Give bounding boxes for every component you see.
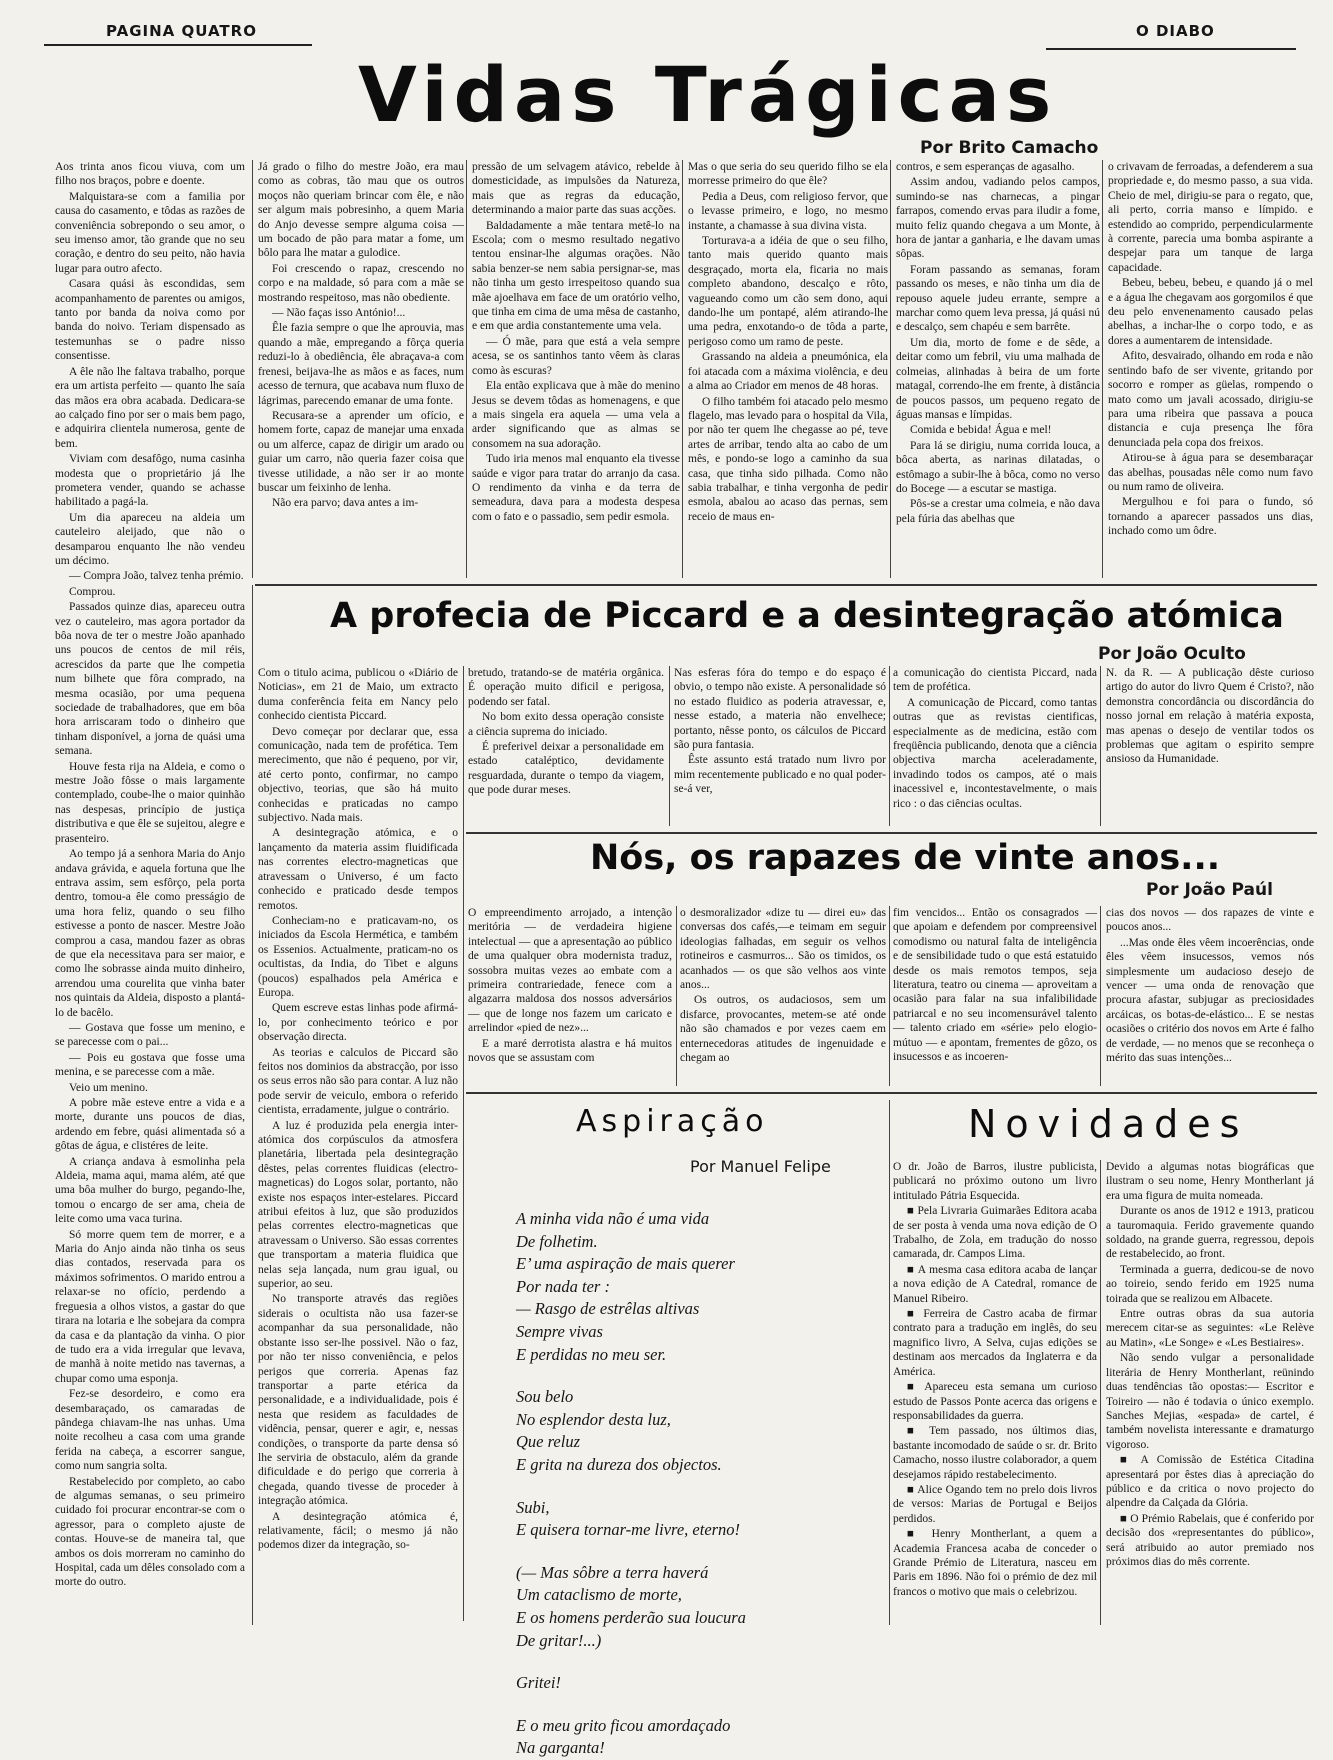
poem-line: No esplendor desta luz,: [516, 1409, 671, 1429]
column-divider: [889, 1100, 890, 1625]
paragraph: Houve festa rija na Aldeia, e como o mestre João fôsse o mais largamente contemplado, coube-lhe o maior quinhão nas despesas, princípio de justiça distributiva e que êle se sujeitou, alegre e prasenteiro.: [55, 760, 245, 845]
paragraph: — Ó mãe, para que está a vela sempre acesa, se os santinhos tanto vêem às claras como às escuras?: [472, 335, 680, 377]
poem-stanza: [516, 1208, 846, 1366]
page-number-header: PAGINA QUATRO: [106, 22, 257, 40]
paragraph: — Gostava que fosse um menino, e se parecesse com o pai...: [55, 1021, 245, 1049]
paragraph: ■ Alice Ogando tem no prelo dois livros de versos: Marias de Portugal e Beijos perdidos.: [893, 1483, 1097, 1525]
paragraph: ...Mas onde êles vêem incoerências, onde êles vêem insucessos, vemos nós simplesmente um audacioso desejo de vencer — uma onda de renovação que procura afastar, subjugar as preciosidades arcáicas, os botas-de-elástico... E se nestas ocasiões o critério dos novos em Arte é falho de verdade, — no menos que se reconheça o mérito das suas intenções...: [1106, 936, 1314, 1065]
paragraph: Só morre quem tem de morrer, e a Maria do Anjo ainda não tinha os seus dias contados, reservada para os máximos sofrimentos. O marido entrou a relaxar-se no ofício, perdendo a freguesia a olhos vistos, a gastar do que tirara na lotaria e lhe sobejara da compra da casa e da plantação da vinha. O pior de tudo era a vida irregular que levava, de manhã à noite metido nas tavernas, a chupar como uma esponja.: [55, 1228, 245, 1385]
paragraph: ■ Pela Livraria Guimarães Editora acaba de ser posta à venda uma nova edição de O Trabalho, de Zola, em tradução do nosso camarada, dr. Campos Lima.: [893, 1205, 1097, 1261]
paragraph: Fez-se desordeiro, e como era desembaraçado, os camaradas de pândega chiavam-lhe nas unhas. Uma noite recolheu a casa com uma grande ferida na cabeça, a escorrer sangue, como num sangria solta.: [55, 1388, 245, 1473]
paragraph: Comida e bebida! Água e mel!: [910, 424, 1052, 437]
paragraph: Aos trinta anos ficou viuva, com um filho nos braços, pobre e doente.: [55, 161, 245, 188]
paragraph: Restabelecido por completo, ao cabo de algumas semanas, o seu primeiro cuidado foi procurar encontrar-se com o agressor, para o completo ajuste de contas. Houve-se de maneira tal, que ambos os dois morreram no caminho do Hospital, cada um dêles consolado com a morte do outro.: [55, 1475, 246, 1589]
paragraph: No transporte através das regiões siderais o ocultista não usa fazer-se acompanhar da sua personalidade, não obstante isso ser-lhe possivel. Não o faz, por não ter nisso conveniência, e pelos perigos que correria. Apenas faz transportar a parte etérica da personalidade, e a individualidade, pois é nesta que residem as faculdades de vidência, pensar, querer e agir, e, nessas condições, o transporte da parte densa só lhe serviria de obstaculo, além da grande dificuldade e do perigo que correria à chegada, quando tivesse de proceder à integração atómica.: [258, 1293, 458, 1508]
poem-stanza: [516, 1386, 846, 1476]
paragraph: Devido a algumas notas biográficas que ilustram o seu nome, Henry Montherlant já era uma figura de muita nomeada.: [1106, 1161, 1314, 1202]
paragraph: É preferivel deixar a personalidade em estado cataléptico, devidamente resguardada, durante o tempo da viagem, que pode durar meses.: [468, 741, 664, 797]
paragraph: Já grado o filho do mestre João, era mau como as cobras, tão mau que os outros moços não queriam brincar com êle, e não ser algum mais pobresinho, a quem Maria do Anjo devesse sempre alguma coisa — um bocado de pão para matar a fome, um bôlo para lhe matar a gulodice.: [258, 161, 464, 260]
profecia-column-3: [674, 666, 886, 826]
paragraph: Ela então explicava que à mãe do menino Jesus se devem tôdas as homenagens, e que a mais singela era aquela — uma vela a arder significando que as almas se consomem na sua adoração.: [472, 380, 680, 450]
paragraph: Comprou.: [69, 585, 116, 598]
poem-line: E quisera tornar-me livre, eterno!: [516, 1520, 741, 1540]
header-rule-left: [44, 44, 312, 46]
paragraph: No bom exito dessa operação consiste a ciência suprema do iniciado.: [468, 711, 664, 738]
paragraph: Ao tempo já a senhora Maria do Anjo andava grávida, e aquela fortuna que lhe entrava assim, sem esfôrço, pela porta dentro, tomou-a êle como presságio de uma hora feliz, quando o seu filho estivesse a ponto de nascer. Mestre João comprou a casa, mandou fazer as obras de que ela necessitava para ser maior, e como lhe sobrasse ainda muito dinheiro, arrendou uma courelita que vinha bater nos quintais da Aldeia, disposto a plantá-lo de bacêlo.: [55, 848, 245, 1019]
rapazes-column-1: [468, 906, 672, 1086]
paragraph: Tudo iria menos mal enquanto ela tivesse saúde e vigor para tratar do arranjo da casa. O rendimento da vinha e da terra de semeadura, dava para a modesta despesa com o fato e o passadio, sem pedir esmola.: [472, 453, 680, 523]
poem-line: E grita na dureza dos objectos.: [516, 1454, 722, 1474]
novidades-column-2: [1106, 1160, 1314, 1630]
paragraph: o desmoralizador «dize tu — direi eu» das conversas dos cafés,—e teimam em seguir ideologias falhadas, em seguir os velhos rotineiros e casmurros... São os timidos, os acanhados — os que são velhos aos vinte anos...: [680, 907, 886, 992]
paragraph: O dr. João de Barros, ilustre publicista, publicará no próximo outono um livro intitulado Pátria Esquecida.: [893, 1161, 1097, 1202]
paragraph: cias dos novos — dos rapazes de vinte e poucos anos...: [1106, 907, 1314, 934]
rapazes-column-4: [1106, 906, 1314, 1086]
paragraph: Mergulhou e foi para o fundo, só tornando a aparecer passados uns dias, inchado como um ôdre.: [1108, 496, 1313, 538]
poem-line: Subi,: [516, 1497, 550, 1517]
paragraph: Um dia, morto de fome e de sêde, a deitar como um febril, viu uma malhada de colmeias, alinhadas à beira de um forte matagal, correndo-lhe em frente, à distância de poucos passos, um pequeno regato de águas mansas e límpidas.: [896, 336, 1100, 421]
newspaper-name-header: O DIABO: [1136, 22, 1215, 40]
paragraph: Malquistara-se com a familia por causa do casamento, e tôdas as razões de conveniência sobrepondo o seu amor, o seu imenso amor, tão grande que no seu coração, e dentro do seu peito, não havia lugar para outro afecto.: [55, 190, 245, 275]
left-column-divider: [252, 585, 253, 1625]
rapazes-column-3: [893, 906, 1097, 1086]
novidades-column-1: [893, 1160, 1097, 1630]
header-rule-right: [1046, 48, 1296, 50]
paragraph: Baldadamente a mãe tentara metê-lo na Escola; com o mesmo resultado negativo tentou ensinar-lhe algumas orações. Não sabia benzer-se nem sabia persignar-se, mas não tinha um gesto irrespeitoso quando sua mãe ajoelhava em face de um oratório velho, que tinha em cima de uma mêsa de castanho, e em que ardia constantemente uma vela.: [472, 219, 680, 333]
paragraph: A comunicação de Piccard, como tantas outras que as revistas cientificas, especialmente as de medicina, estão com freqüência publicando, denota que a ciência objectiva marcha aceleradamente, invadindo todos os campos, até o mais inacessivel e, incontestavelmente, o mais rico : o das ciências ocultas.: [893, 696, 1097, 810]
poem-line: E perdidas no meu ser.: [516, 1344, 667, 1364]
column-divider: [889, 906, 890, 1086]
poem-stanza: [516, 1562, 846, 1652]
poem-line: Um cataclismo de morte,: [516, 1585, 682, 1605]
vidas-column-6: [1108, 160, 1313, 580]
vidas-column-3: [472, 160, 680, 580]
paragraph: Bebeu, bebeu, bebeu, e quando já o mel e a água lhe chegavam aos gorgomilos é que deu pelo envenenamento causado pelas abelhas, a inchar-lhe o corpo todo, e as dores a aumentarem de intensidade.: [1108, 277, 1313, 347]
paragraph: Pedia a Deus, com religioso fervor, que o levasse primeiro, e logo, no mesmo instante, a chamasse à sua divina vista.: [688, 190, 888, 232]
column-divider: [1100, 1160, 1101, 1625]
paragraph: a comunicação do cientista Piccard, nada tem de profética.: [893, 667, 1097, 694]
rapazes-byline: Por João Paúl: [1146, 880, 1273, 900]
poem-line: Gritei!: [516, 1673, 561, 1693]
paragraph: pressão de um selvagem atávico, rebelde à domesticidade, as impulsões da Natureza, mais que as regras da educação, determinando a maior parte das suas acções.: [472, 161, 680, 217]
vidas-column-4: [688, 160, 888, 580]
aspiracao-byline: Por Manuel Felipe: [690, 1157, 831, 1176]
column-divider: [669, 666, 670, 826]
paragraph: contros, e sem esperanças de agasalho.: [896, 161, 1075, 173]
poem-stanza: [516, 1497, 846, 1542]
paragraph: Um dia apareceu na aldeia um cauteleiro aleijado, que não o desamparou enquanto lhe não vendeu um décimo.: [55, 511, 245, 567]
poem-line: E os homens perderão sua loucura: [516, 1607, 746, 1627]
poem-stanza: [516, 1715, 846, 1760]
poem-line: Por nada ter :: [516, 1276, 610, 1296]
paragraph: Devo começar por declarar que, essa comunicação, nada tem de profética. Tem merecimento, que não é pequeno, por vir, até certo ponto, confirmar, no campo objectivo, teorias, que são há muito conhecidas e praticadas no campo subjectivo. Nada mais.: [258, 725, 458, 825]
paragraph: Atirou-se à água para se desembaraçar das abelhas, pousadas nêle como num favo ou num ramo de oliveira.: [1108, 452, 1313, 493]
column-divider: [676, 906, 677, 1086]
paragraph: Quem escreve estas linhas pode afirmá-lo, por conhecimento teórico e por observação directa.: [258, 1002, 458, 1044]
paragraph: Passados quinze dias, apareceu outra vez o cauteleiro, mas agora portador da bôa nova de ter o mestre João apanhado uns poucos de centos de mil réis, acrescidos da parte que lhe competia num bilhete que fôra comprado, na mesma ocasião, por uma pequena sociedade de trabalhadores, que em bôa hora arriscaram todo o dinheiro que tinham disponível, a jorna de quási uma semana.: [55, 601, 245, 758]
profecia-editor-note: [1106, 666, 1314, 826]
paragraph: Não era parvo; dava antes a im-: [272, 497, 419, 510]
vidas-tragicas-byline: Por Brito Camacho: [920, 138, 1099, 158]
paragraph: ■ Tem passado, nos últimos dias, bastante incomodado de saúde o sr. dr. Brito Camacho, nosso ilustre colaborador, a quem desejamos rápido restabelecimento.: [893, 1425, 1097, 1481]
paragraph: Não sendo vulgar a personalidade literária de Henry Montherlant, reünindo duas tendências tão opostas:— Escritor e Toireiro — não é todavia o único exemplo. Sanches Mejias, «espada» de cartel, é também novelista interessante e dramaturgo vigoroso.: [1106, 1352, 1314, 1451]
section-rule: [466, 1092, 1317, 1094]
paragraph: ■ O Prémio Rabelais, que é conferido por decisão dos «representantes do público», será atribuido ao autor premiado nos próximos dias do mês corrente.: [1106, 1512, 1314, 1568]
profecia-title: A profecia de Piccard e a desintegração atómica: [330, 596, 1284, 636]
paragraph: Entre outras obras da sua autoria merecem citar-se as seguintes: «Le Relève au Matin», «Le Songe» e «Les Bestiaires».: [1106, 1308, 1314, 1349]
paragraph: ■ A Comissão de Estética Citadina apresentará por êstes dias à apreciação do público e da critica o novo projecto do alpendre da Calçada da Glória.: [1106, 1454, 1314, 1510]
paragraph: bretudo, tratando-se de matéria orgânica. É operação muito dificil e perigosa, podendo ser fatal.: [468, 667, 664, 708]
column-divider: [466, 160, 467, 578]
column-divider: [889, 666, 890, 826]
paragraph: Foi crescendo o rapaz, crescendo no corpo e na maldade, só para com a mãe se mostrando respeitoso, mas não obediente.: [258, 262, 464, 304]
paragraph: Êste assunto está tratado num livro por mim recentemente publicado e no qual poder-se-á ver,: [674, 754, 886, 796]
paragraph: Nas esferas fóra do tempo e do espaço é obvio, o tempo não existe. A personalidade só no estado fluidico as poderia atravessar, e, nesse estado, a materia não envelhece; portanto, nêsse ponto, os cálculos de Piccard são pura fantasia.: [674, 667, 886, 752]
paragraph: Mas o que seria do seu querido filho se ela morresse primeiro do que êle?: [688, 161, 888, 188]
vidas-column-2: [258, 160, 464, 580]
section-rule: [466, 832, 1317, 834]
rapazes-title: Nós, os rapazes de vinte anos...: [590, 838, 1221, 878]
poem-line: De gritar!...): [516, 1630, 602, 1650]
paragraph: A criança andava à esmolinha pela Aldeia, mama aqui, mama além, até que uma bôa mulher do burgo, pegando-lhe, tomou o encargo de ser ama, cheia de leite como uma vaca turina.: [55, 1155, 245, 1226]
paragraph: O filho também foi atacado pelo mesmo flagelo, mas levado para o hospital da Vila, por não ter quem lhe chegasse ao pé, teve artes de arribar, tendo alta ao cabo de um mês, e pondo-se logo a caminho da sua casa, que tinha sido pilhada. Como não sabia trabalhar, e tinha vergonha de pedir esmola, abalou ao acaso das pernas, sem receio de maus en-: [688, 395, 888, 523]
poem-line: E o meu grito ficou amordaçado: [516, 1715, 731, 1735]
paragraph: As teorias e calculos de Piccard são feitos nos dominios da abstracção, por isso os seus erros não são para contar. A luz não pode servir de veiculo, embora o referido cientista, erradamente, julgue o contrário.: [258, 1046, 458, 1117]
paragraph: Afito, desvairado, olhando em roda e não sentindo bafo de ser vivente, gritando por socorro e romper as güelas, rompendo o mato como um javali acossado, dirigiu-se para uma ribeira que passava a pouca distancia e cuja presença lhe fôra denunciada pela copa dos freixos.: [1108, 350, 1313, 449]
paragraph: Êle fazia sempre o que lhe aprouvia, mas quando a mãe, empregando a fôrça queria reduzi-lo à obediência, êle abraçava-a com frenesi, beijava-lhe as mãos e as faces, num acesso de ternura, que acabava num fluxo de lágrimas, parecendo emanar de uma fonte.: [258, 322, 464, 407]
poem-line: A minha vida não é uma vida: [516, 1209, 710, 1228]
paragraph: Os outros, os audaciosos, sem um disfarce, provocantes, metem-se até onde não são chamados e por vezes caem em enternecedoras atitudes de ingenuidade e chegam ao: [680, 994, 886, 1065]
column-divider: [1102, 160, 1103, 578]
paragraph: Durante os anos de 1912 e 1913, praticou a tauromaquia. Ferido gravemente quando soldado, na grande guerra, regressou, depois de restabelecido, ao front.: [1106, 1205, 1314, 1261]
profecia-column-1: [258, 666, 458, 1621]
paragraph: — Compra João, talvez tenha prémio.: [69, 570, 244, 583]
paragraph: ■ Henry Montherlant, a quem a Academia Francesa acaba de conceder o Grande Prémio de Literatura, nasceu em Paris em 1896. Não foi o prémio de dez mil francos o motivo que mais o celebrizou.: [893, 1528, 1097, 1598]
paragraph: A desintegração atómica é, relativamente, fácil; o mesmo já não podemos dizer da integração, so-: [258, 1510, 458, 1552]
column-divider: [252, 160, 253, 578]
paragraph: Assim andou, vadiando pelos campos, sumindo-se nas charnecas, a pingar farrapos, comendo ervas para iludir a fome, muito feliz quando chegava a um Monte, à hora de jantar a ganharia, e lhe davam umas sôpas.: [896, 176, 1100, 261]
profecia-column-4: [893, 666, 1097, 826]
vidas-column-5: [896, 160, 1100, 580]
paragraph: Foram passando as semanas, foram passando os meses, e não tinha um dia de repouso aquele judeu errante, sempre a marchar como quem leva pressa, já quási nú e descalço, sem chapéu e sem barrête.: [896, 263, 1100, 334]
paragraph: Viviam com desafôgo, numa casinha modesta que o proprietário já lhe prometera vender, quando se achasse habilitado a pagá-la.: [55, 453, 245, 509]
paragraph: fim vencidos... Então os consagrados — que apoiam e defendem por compreensivel comodismo ou natural falta de inteligência e de sensibilidade tudo o que está estatuido desde os mais remotos tempos, seja literatura, teatro ou cinema — aproveitam a ocasião para falar na sua infalibilidade patriarcal e no seu incomensurável talento — talento criado em «série» pelo elogio-mútuo — e apontam, frementes de gôzo, os insucessos e as incoeren-: [893, 907, 1097, 1064]
poem-line: Sempre vivas: [516, 1321, 603, 1341]
poem-line: Na garganta!: [516, 1738, 605, 1758]
paragraph: Recusara-se a aprender um ofício, e homem forte, capaz de manejar uma enxada ou um alferce, capaz de dirigir um arado ou guiar um carro, não queria fazer coisa que tivesse utilidade, a não ser ir ao monte buscar um feixinho de lenha.: [258, 409, 464, 494]
paragraph: Conheciam-no e praticavam-no, os iniciados da Escola Hermética, e também os Essenios. Actualmente, praticam-no os ocultistas, da India, do Tibet e alguns (poucos) espalhados pela América e Europa.: [258, 914, 458, 999]
paragraph: ■ Ferreira de Castro acaba de firmar contrato para a tradução em inglês, do seu magnifico livro, A Selva, cujas edições se destinam aos mercados da Inglaterra e da América.: [893, 1308, 1097, 1378]
paragraph: A desintegração atómica, e o lançamento da materia assim fluidificada nas correntes electro-magneticas que atravessam o Universo, é um facto conhecido e praticado desde tempos remotos.: [258, 827, 458, 912]
vidas-column-1: [55, 160, 246, 1589]
paragraph: — Pois eu gostava que fosse uma menina, e se parecesse com a mãe.: [55, 1051, 245, 1079]
section-rule: [255, 584, 1317, 586]
paragraph: Torturava-a a idéia de que o seu filho, tanto mais querido quanto mais desgraçado, morta ela, ficaria no mais completo abandono, descalço e rôto, vagueando como um cão sem dono, aqui dando-lhe um pontapé, além atirando-lhe uma pedra, enxotando-o de tôda a parte, perigoso como um ramo de peste.: [688, 235, 888, 348]
vidas-tragicas-title: Vidas Trágicas: [358, 50, 1058, 139]
paragraph: A luz é produzida pela energia inter-atómica dos corpúsculos da atmosfera planetária, libertada pela desintegração dêstes, pelas correntes fluidicas (electro-magneticas) do Logos solar, portanto, não existe nos espaços inter-estelares. Piccard atribui efeitos à luz, que são produzidos pelas correntes electro-magneticas que atravessam o Universo. São essas correntes que transportam a materia fluidica que nelas seja lançada, num grau igual, ou superior, ao seu.: [258, 1119, 458, 1291]
profecia-byline: Por João Oculto: [1098, 644, 1246, 664]
poem-line: De folhetim.: [516, 1231, 598, 1251]
poem-line: Que reluz: [516, 1432, 581, 1452]
poem-line: Sou belo: [516, 1387, 574, 1407]
poem-line: (— Mas sôbre a terra haverá: [516, 1562, 709, 1582]
aspiracao-title: Aspiração: [576, 1104, 769, 1139]
column-divider: [682, 160, 683, 578]
poem-line: — Rasgo de estrêlas altivas: [516, 1299, 700, 1319]
novidades-title: Novidades: [968, 1102, 1249, 1146]
paragraph: Para lá se dirigiu, numa corrida louca, a bôca aberta, as narinas dilatadas, o estômago a subir-lhe à bôca, como no verso do Bocege — a escutar se mastiga.: [896, 439, 1100, 495]
aspiracao-poem: [516, 1208, 846, 1760]
paragraph: Pôs-se a crestar uma colmeia, e não dava pela fúria das abelhas que: [896, 498, 1100, 525]
paragraph: ■ Apareceu esta semana um curioso estudo de Passos Ponte acerca das origens e responsabilidades da guerra.: [893, 1381, 1097, 1422]
paragraph: O empreendimento arrojado, a intenção meritória — de verdadeira higiene intelectual — que a apresentação ao público de uma qualquer obra modernista traduz, sossobra muitas vezes ao embate com a primeira contrariedade, fenece com a algazarra maldosa dos nossos adversários — que de longe nos fazem um caricato e arrelindor «pied de nez»...: [468, 907, 672, 1035]
paragraph: Veio um menino.: [69, 1081, 148, 1094]
paragraph: E a maré derrotista alastra e há muitos novos que se assustam com: [468, 1037, 672, 1065]
column-divider: [1100, 906, 1101, 1086]
paragraph: Grassando na aldeia a pneumónica, ela foi atacada com a máxima violência, e deu a alma ao Criador em menos de 48 horas.: [688, 351, 888, 393]
paragraph: Casara quási às escondidas, sem acompanhamento de parentes ou amigos, tanto por banda da noiva como por banda do noivo. Teriam dispensado as testemunhas se o padre nisso consentisse.: [55, 278, 245, 363]
profecia-column-2: [468, 666, 664, 826]
column-divider: [463, 666, 464, 1621]
paragraph: A pobre mãe esteve entre a vida e a morte, durante uns poucos de dias, ardendo em febre, quási alimentada só a gôtas de água, e clistéres de leite.: [55, 1097, 245, 1153]
poem-line: E’ uma aspiração de mais querer: [516, 1254, 735, 1274]
rapazes-column-2: [680, 906, 886, 1086]
paragraph: A êle não lhe faltava trabalho, porque era um artista perfeito — quanto lhe saía das mãos era obra acabada. Dedicara-se ao calçado fino por ser o mais bem pago, e adquirira clientela numerosa, gente de bem.: [55, 365, 245, 450]
paragraph: — Não faças isso António!...: [272, 307, 406, 320]
column-divider: [1100, 666, 1101, 826]
paragraph: ■ A mesma casa editora acaba de lançar a nova edição de A Catedral, romance de Manuel Ribeiro.: [893, 1263, 1097, 1305]
paragraph: Com o titulo acima, publicou o «Diário de Noticias», em 21 de Maio, um extracto duma conferência feita em Nancy pelo conhecido cientista Piccard.: [258, 667, 458, 723]
paragraph: N. da R. — A publicação dêste curioso artigo do autor do livro Quem é Cristo?, não demonstra concordância ou discordância do nosso jornal em relação à matéria exposta, mas apenas o desejo de ventilar todos os problemas que agitam o espirito sempre ansioso da Humanidade.: [1106, 667, 1314, 766]
column-divider: [890, 160, 891, 578]
paragraph: Terminada a guerra, dedicou-se de novo ao toireio, sendo ferido em 1925 numa toirada que se realizou em Albacete.: [1106, 1263, 1314, 1305]
paragraph: o crivavam de ferroadas, a defenderem a sua propriedade e, do mesmo passo, a sua vida. Cheio de mel, dirigiu-se para o regato, que, ali perto, corria manso e límpido. e estendido ao comprido, perpendicularmente à corrente, parecia uma bomba aspirante a despejar para um tanque de larga capacidade.: [1108, 161, 1313, 274]
